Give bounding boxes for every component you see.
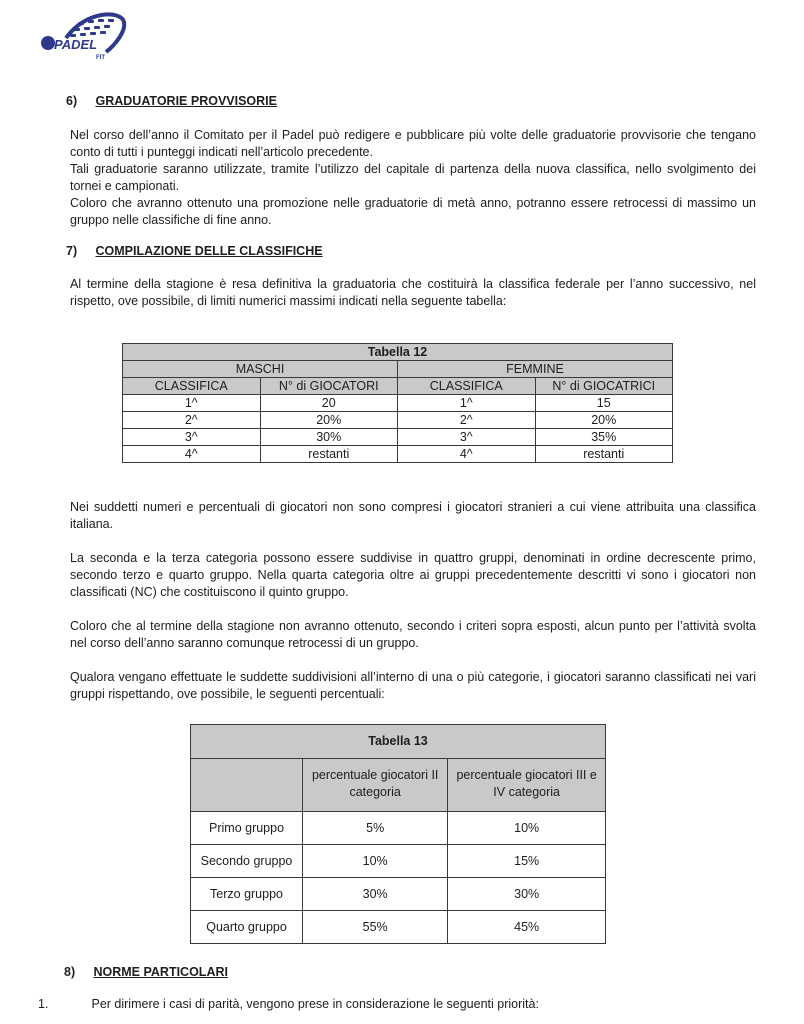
table-cell: 35% [535, 429, 673, 446]
paragraph: Al termine della stagione è resa definitiva la graduatoria che costituirà la classifica federale per l’anno successivo, nel rispetto, ove possibile, di limiti numerici massimi indicati nella seguente tabella: [70, 277, 756, 308]
paragraph: Qualora vengano effettuate le suddette suddivisioni all’interno di una o più categorie, i giocatori saranno classificati nei vari gruppi rispettando, ove possibile, le seguenti percentuali: [70, 670, 756, 701]
column-header: CLASSIFICA [398, 378, 536, 395]
table-cell: 3^ [123, 429, 261, 446]
table-cell: 3^ [398, 429, 536, 446]
table-title: Tabella 12 [123, 344, 673, 361]
paragraph: Coloro che avranno ottenuto una promozione nelle graduatorie di metà anno, potranno essere retrocessi di massimo un gruppo nelle classifiche di fine anno. [70, 196, 756, 227]
table-cell: 45% [448, 911, 606, 944]
row-label: Quarto gruppo [191, 911, 303, 944]
section-7-body [70, 499, 756, 703]
table-cell: 10% [448, 812, 606, 845]
group-header-femmine: FEMMINE [398, 361, 673, 378]
table-cell: 20 [260, 395, 398, 412]
section-number: 7) [66, 244, 78, 258]
column-header: percentuale giocatori III e IV categoria [448, 759, 606, 812]
section-title: GRADUATORIE PROVVISORIE [95, 94, 277, 108]
padel-logo-icon [36, 8, 132, 64]
table-cell: 4^ [398, 446, 536, 463]
section-title: COMPILAZIONE DELLE CLASSIFICHE [95, 244, 323, 258]
table-cell: restanti [260, 446, 398, 463]
table-cell: 20% [260, 412, 398, 429]
table-row [123, 412, 673, 429]
column-header: CLASSIFICA [123, 378, 261, 395]
table-13 [190, 724, 606, 944]
table-row [191, 845, 606, 878]
numbered-item [38, 997, 758, 1011]
section-title: NORME PARTICOLARI [93, 965, 228, 979]
section-7-heading [66, 244, 323, 258]
svg-text:PADEL: PADEL [54, 37, 98, 52]
table-12 [122, 343, 673, 463]
paragraph: Nel corso dell’anno il Comitato per il Padel può redigere e pubblicare più volte delle graduatorie provvisorie che tengano conto di tutti i punteggi indicati nell’articolo precedente. [70, 128, 756, 159]
section-6-body [70, 127, 756, 229]
table-row [191, 911, 606, 944]
table-cell: 20% [535, 412, 673, 429]
section-number: 6) [66, 94, 78, 108]
group-header-maschi: MASCHI [123, 361, 398, 378]
paragraph: Tali graduatorie saranno utilizzate, tramite l’utilizzo del capitale di partenza della nuova classifica, nello svolgimento dei tornei e campionati. [70, 162, 756, 193]
table-cell: 5% [303, 812, 448, 845]
table-cell: 1^ [398, 395, 536, 412]
column-header: N° di GIOCATORI [260, 378, 398, 395]
table-row [191, 878, 606, 911]
table-row [123, 429, 673, 446]
table-cell: 2^ [398, 412, 536, 429]
row-label: Primo gruppo [191, 812, 303, 845]
column-header: N° di GIOCATRICI [535, 378, 673, 395]
table-cell: 15% [448, 845, 606, 878]
section-8-heading [64, 965, 228, 979]
row-label: Secondo gruppo [191, 845, 303, 878]
table-cell: 10% [303, 845, 448, 878]
paragraph: Nei suddetti numeri e percentuali di giocatori non sono compresi i giocatori stranieri a cui viene attribuita una classifica italiana. [70, 500, 756, 531]
table-cell: 30% [448, 878, 606, 911]
table-title: Tabella 13 [191, 725, 606, 759]
item-text: Per dirimere i casi di parità, vengono prese in considerazione le seguenti priorità: [91, 997, 539, 1011]
table-cell: 55% [303, 911, 448, 944]
section-6-heading [66, 94, 277, 108]
paragraph: Coloro che al termine della stagione non avranno ottenuto, secondo i criteri sopra esposti, alcun punto per l’attività svolta nel corso dell’anno saranno comunque retrocessi di un gruppo. [70, 619, 756, 650]
table-cell: 30% [303, 878, 448, 911]
table-row [123, 446, 673, 463]
table-cell: 1^ [123, 395, 261, 412]
section-7-intro [70, 276, 756, 310]
svg-text:FIT: FIT [96, 55, 105, 61]
table-row [123, 395, 673, 412]
section-number: 8) [64, 965, 76, 979]
table-row [191, 812, 606, 845]
row-label: Terzo gruppo [191, 878, 303, 911]
table-cell: 2^ [123, 412, 261, 429]
padel-fit-logo [36, 8, 132, 64]
table-cell: restanti [535, 446, 673, 463]
table-cell: 15 [535, 395, 673, 412]
column-header: percentuale giocatori II categoria [303, 759, 448, 812]
table-cell: 4^ [123, 446, 261, 463]
item-number: 1. [38, 997, 49, 1011]
table-cell: 30% [260, 429, 398, 446]
paragraph: La seconda e la terza categoria possono essere suddivise in quattro gruppi, denominati in ordine decrescente primo, secondo terzo e quarto gruppo. Nella quarta categoria oltre ai gruppi precedentemente descritti vi sono i giocatori non classificati (NC) che costituiscono il quinto gruppo. [70, 551, 756, 599]
column-header [191, 759, 303, 812]
